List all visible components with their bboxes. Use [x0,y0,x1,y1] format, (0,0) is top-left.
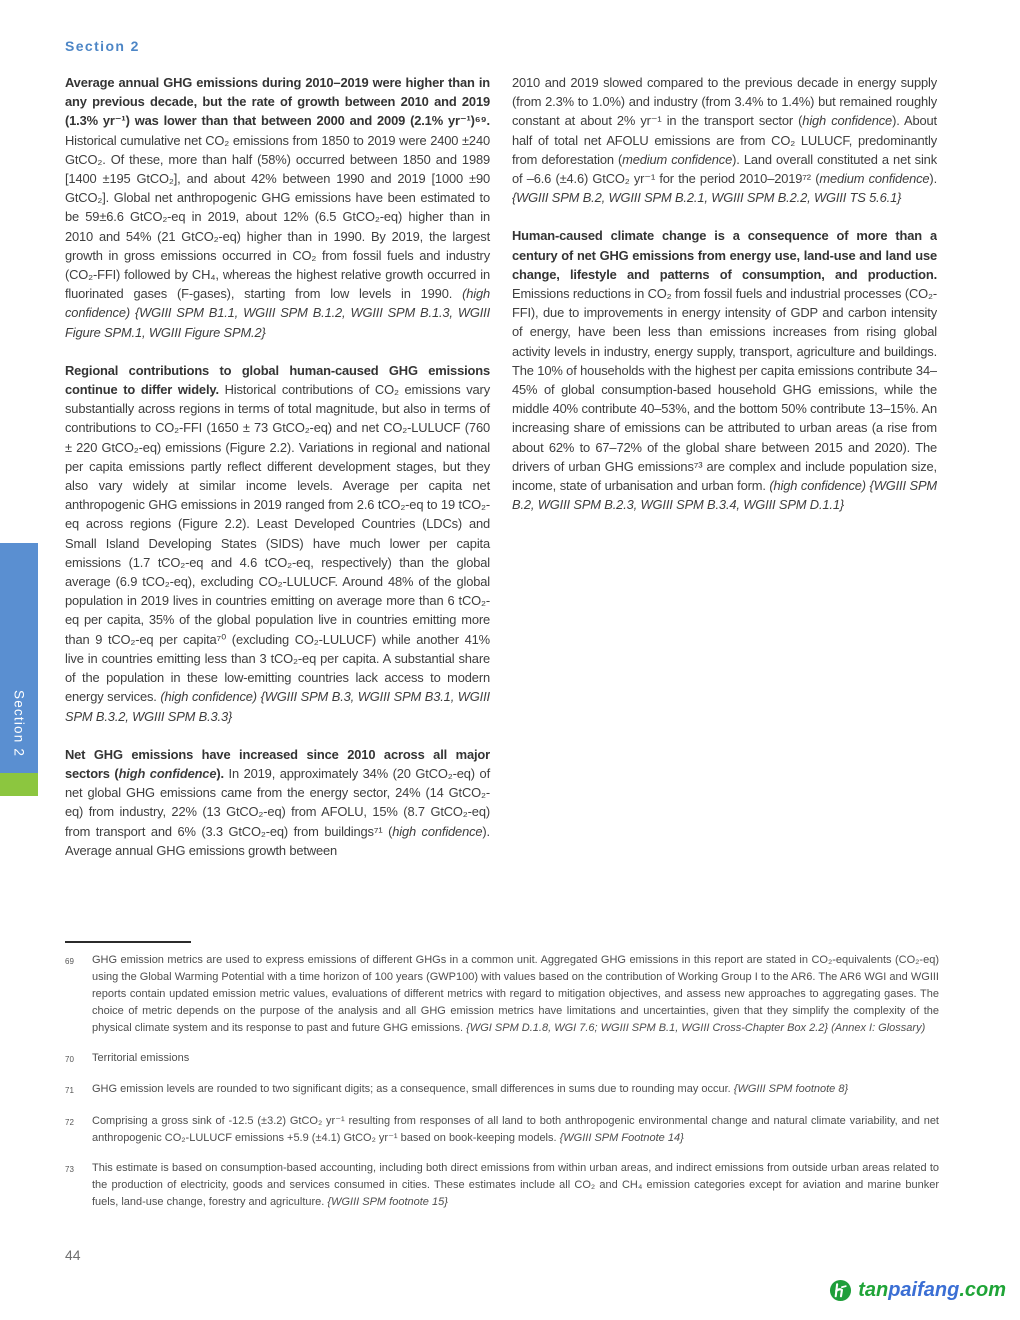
footnote-number: 70 [65,1054,74,1064]
footnote-number: 69 [65,957,74,966]
paragraph: 2010 and 2019 slowed compared to the previous decade in energy supply (from 2.3% to 1.0%) and industry (from 3.4% to 1.4%) but remained roughly constant at about 2% yr⁻¹ in the transport sector (high confidence). About half of total net AFOLU emissions are from CO₂ LULUCF, predominantly from deforestation (medium confidence). Land overall constituted a net sink of –6.6 (±4.6) GtCO₂ yr⁻¹ for the period 2010–2019⁷² (medium confidence). {WGIII SPM B.2, WGIII SPM B.2.1, WGIII SPM B.2.2, WGIII TS 5.6.1} [512,75,937,206]
footnote-text: GHG emission metrics are used to express emissions of different GHGs in a common unit. Aggregated GHG emissions in this report are stated in CO₂-equivalents (CO₂-eq) using the Global Warming Potential with a time horizon of 100 years (GWP100) with values based on the contribution of Working Group I to the AR6. The AR6 WGI and WGIII reports contain updated emission metric values, evaluations of different metrics with regard to mitigation objectives, and assess new approaches to aggregating gases. The choice of metric depends on the purpose of the analysis and all GHG emission metrics have limitations and uncertainties, given that they simplify the complexity of the physical climate system and its response to past and future GHG emissions. {WGI SPM D.1.8, WGI 7.6; WGIII SPM B.1, WGIII Cross-Chapter Box 2.2} (Annex I: Glossary) [92,954,939,1034]
footnotes [65,952,939,1224]
footnote-text: Comprising a gross sink of -12.5 (±3.2) GtCO₂ yr⁻¹ resulting from responses of all land to both anthropogenic environmental change and natural climate variability, and net anthropogenic CO₂-LULUCF emissions +5.9 (±4.1) GtCO₂ yr⁻¹ based on book-keeping models. {WGIII SPM Footnote 14} [92,1115,939,1145]
footnote [65,1160,939,1211]
paragraph: Human-caused climate change is a consequence of more than a century of net GHG emissions from energy use, land-use and land use change, lifestyle and patterns of consumption, and production. Emissions reductions in CO₂ from fossil fuels and industrial processes (CO₂-FFI), due to improvements in energy intensity of GDP and carbon intensity of energy, have been less than emissions increases from rising global activity levels in industry, energy supply, transport, agriculture and buildings. The 10% of households with the highest per capita emissions contribute 34–45% of global consumption-based household GHG emissions, while the middle 40% contribute 40–53%, and the bottom 50% contribute 13–15%. An increasing share of emissions can be attributed to urban areas (a rise from about 62% to 67–72% of the global share between 2015 and 2020). The drivers of urban GHG emissions⁷³ are complex and include population size, income, state of urbanisation and urban form. (high confidence) {WGIII SPM B.2, WGIII SPM B.2.3, WGIII SPM B.3.4, WGIII SPM D.1.1} [512,228,937,513]
sidebar-section-tab [0,543,38,773]
right-column [512,73,937,937]
section-header: Section 2 [65,38,140,54]
page-number: 44 [65,1247,81,1263]
logo-text-paifang: paifang [888,1279,960,1301]
sidebar-green-accent [0,773,38,796]
logo-text-com: .com [959,1279,1006,1301]
tanpaifang-logo-icon [829,1279,852,1302]
paragraph: Average annual GHG emissions during 2010–2019 were higher than in any previous decade, but the rate of growth between 2010 and 2019 (1.3% yr⁻¹) was lower than that between 2000 and 2009 (2.1% yr⁻¹)⁶⁹. Historical cumulative net CO₂ emissions from 1850 to 2019 were 2400 ±240 GtCO₂. Of these, more than half (58%) occurred between 1850 and 1989 [1400 ±195 GtCO₂], and about 42% between 1990 and 2019 [1000 ±90 GtCO₂]. Global net anthropogenic GHG emissions have been estimated to be 59±6.6 GtCO₂-eq in 2019, about 12% (6.5 GtCO₂-eq) higher than in 2010 and 54% (21 GtCO₂-eq) higher than in 1990. By 2019, the largest growth in gross emissions occurred in CO₂ from fossil fuels and industry (CO₂-FFI) followed by CH₄, whereas the highest relative growth occurred in fluorinated gases (F-gases), starting from low levels in 1990. (high confidence) {WGIII SPM B1.1, WGIII SPM B.1.2, WGIII SPM B.1.3, WGIII Figure SPM.1, WGIII Figure SPM.2} [65,75,491,340]
footnote [65,1113,939,1147]
body-text [65,73,937,937]
left-column [65,73,490,937]
footnote-divider [65,941,191,943]
paragraph: Net GHG emissions have increased since 2010 across all major sectors (high confidence). In 2019, approximately 34% (20 GtCO₂-eq) of net global GHG emissions came from the energy sector, 24% (14 GtCO₂-eq) from industry, 22% (13 GtCO₂-eq) from AFOLU, 15% (8.7 GtCO₂-eq) from transport and 6% (3.3 GtCO₂-eq) from buildings⁷¹ (high confidence). Average annual GHG emissions growth between [65,746,491,858]
sidebar-section-tab-label: Section 2 [11,689,27,757]
footnote-text: This estimate is based on consumption-based accounting, including both direct emissions from within urban areas, and indirect emissions from outside urban areas related to the production of electricity, goods and services consumed in cities. These estimates include all CO₂ and CH₄ emission categories except for aviation and marine bunker fuels, land-use change, forestry and agriculture. {WGIII SPM footnote 15} [92,1162,939,1208]
logo-text [858,1279,1006,1302]
footnote [65,952,939,1037]
footnote-text: Territorial emissions [92,1051,190,1064]
footnote-number: 71 [65,1086,74,1096]
footnote-number: 72 [65,1118,74,1128]
footnote-text: GHG emission levels are rounded to two significant digits; as a consequence, small differences in sums due to rounding may occur. {WGIII SPM footnote 8} [92,1083,849,1096]
tanpaifang-watermark-link[interactable] [829,1279,1006,1302]
logo-text-tan: tan [858,1279,889,1301]
paragraph: Regional contributions to global human-caused GHG emissions continue to differ widely. Historical contributions of CO₂ emissions vary substantially across regions in terms of total magnitude, but also in terms of contributions to CO₂-FFI (1650 ± 73 GtCO₂-eq) and net CO₂-LULUCF (760 ± 220 GtCO₂-eq) emissions (Figure 2.2). Variations in regional and national per capita emissions partly reflect different development stages, but they also vary widely at similar income levels. Average per capita net anthropogenic GHG emissions in 2019 ranged from 2.6 tCO₂-eq to 19 tCO₂-eq across regions (Figure 2.2). Least Developed Countries (LDCs) and Small Island Developing States (SIDS) have much lower per capita emissions (1.7 tCO₂-eq and 4.6 tCO₂-eq, respectively) than the global average (6.9 tCO₂-eq), excluding CO₂-LULUCF. Around 48% of the global population in 2019 lives in countries emitting on average more than 6 tCO₂-eq per capita, 35% of the global population live in countries emitting more than 9 tCO₂-eq per capita⁷⁰ (excluding CO₂-LULUCF) while another 41% live in countries emitting less than 3 tCO₂-eq per capita. A substantial share of the population in these low-emitting countries lack access to modern energy services. (high confidence) {WGIII SPM B.3, WGIII SPM B3.1, WGIII SPM B.3.2, WGIII SPM B.3.3} [65,362,490,724]
footnote-number: 73 [65,1165,74,1175]
footnote [65,1081,939,1100]
footnote [65,1050,939,1069]
